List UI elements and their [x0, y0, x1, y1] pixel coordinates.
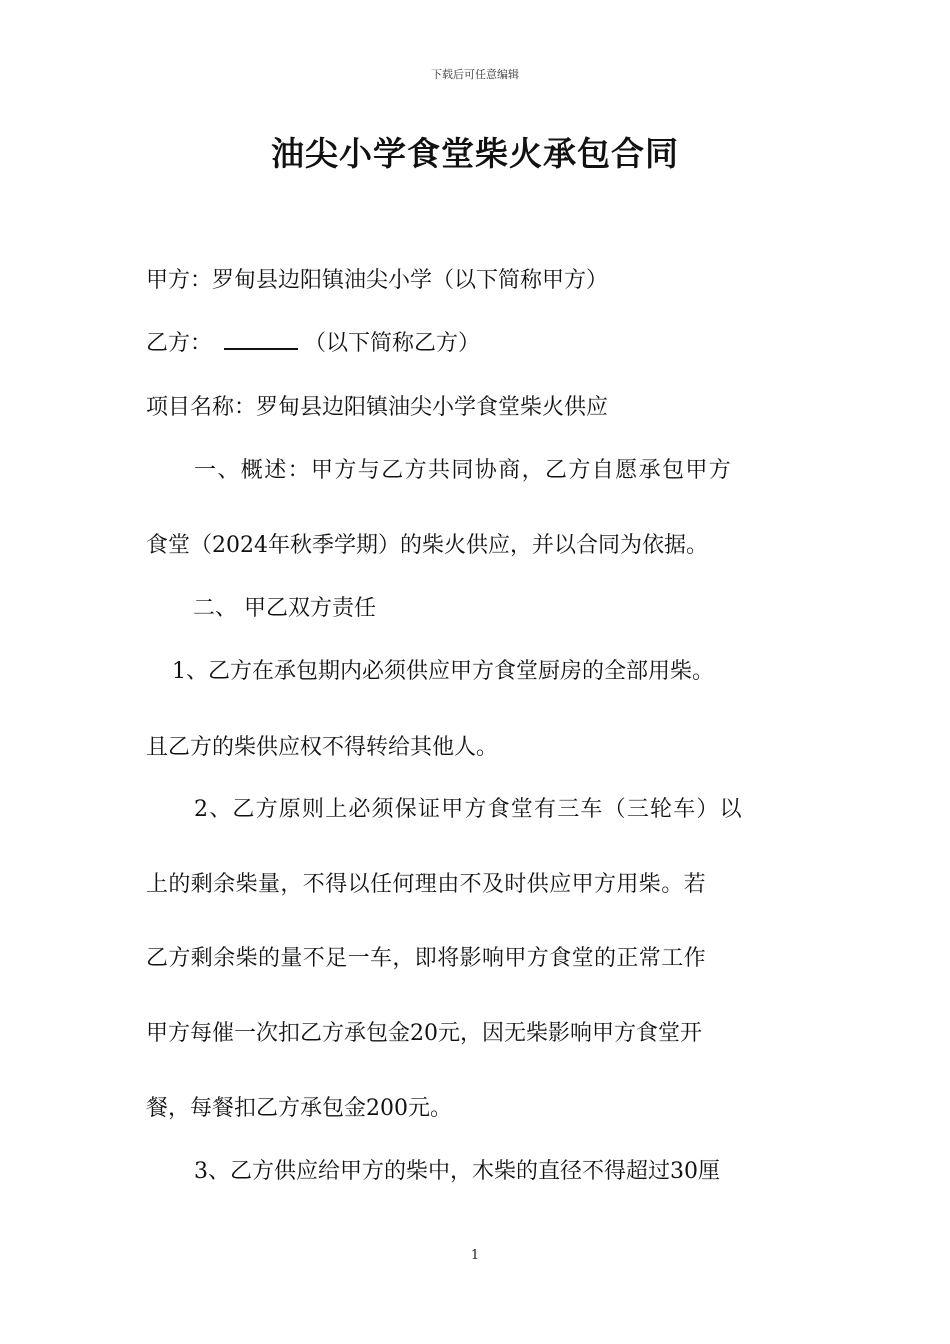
- paragraph-line: 3、乙方供应给甲方的柴中，木柴的直径不得超过30厘: [194, 1159, 720, 1184]
- document-title: 油尖小学食堂柴火承包合同: [271, 134, 679, 173]
- page-number: 1: [470, 1248, 480, 1263]
- party-a-line: 甲方：罗甸县边阳镇油尖小学（以下简称甲方）: [146, 268, 609, 293]
- paragraph-line: 1、乙方在承包期内必须供应甲方食堂厨房的全部用柴。: [172, 659, 714, 684]
- party-b-line: [146, 328, 810, 359]
- party-b-blank: [224, 328, 298, 350]
- party-b-label: 乙方：: [146, 331, 213, 356]
- project-name-line: 项目名称：罗甸县边阳镇油尖小学食堂柴火供应: [146, 395, 609, 420]
- paragraph-line: 餐，每餐扣乙方承包金200元。: [146, 1096, 452, 1121]
- paragraph-line: 2、乙方原则上必须保证甲方食堂有三车（三轮车）以: [194, 797, 743, 822]
- paragraph-line: 食堂（2024年秋季学期）的柴火供应，并以合同为依据。: [146, 533, 708, 558]
- paragraph-line: 乙方剩余柴的量不足一车，即将影响甲方食堂的正常工作: [146, 946, 707, 971]
- paragraph-line: 且乙方的柴供应权不得转给其他人。: [146, 735, 499, 760]
- page-header: 下载后可任意编辑: [431, 68, 519, 81]
- paragraph-line: 一、概述：甲方与乙方共同协商，乙方自愿承包甲方: [194, 458, 733, 483]
- party-b-suffix: （以下简称乙方）: [304, 331, 481, 356]
- section-heading: 二、 甲乙双方责任: [193, 596, 376, 621]
- paragraph-line: 甲方每催一次扣乙方承包金20元，因无柴影响甲方食堂开: [146, 1021, 702, 1046]
- paragraph-line: 上的剩余柴量，不得以任何理由不及时供应甲方用柴。若: [146, 872, 707, 897]
